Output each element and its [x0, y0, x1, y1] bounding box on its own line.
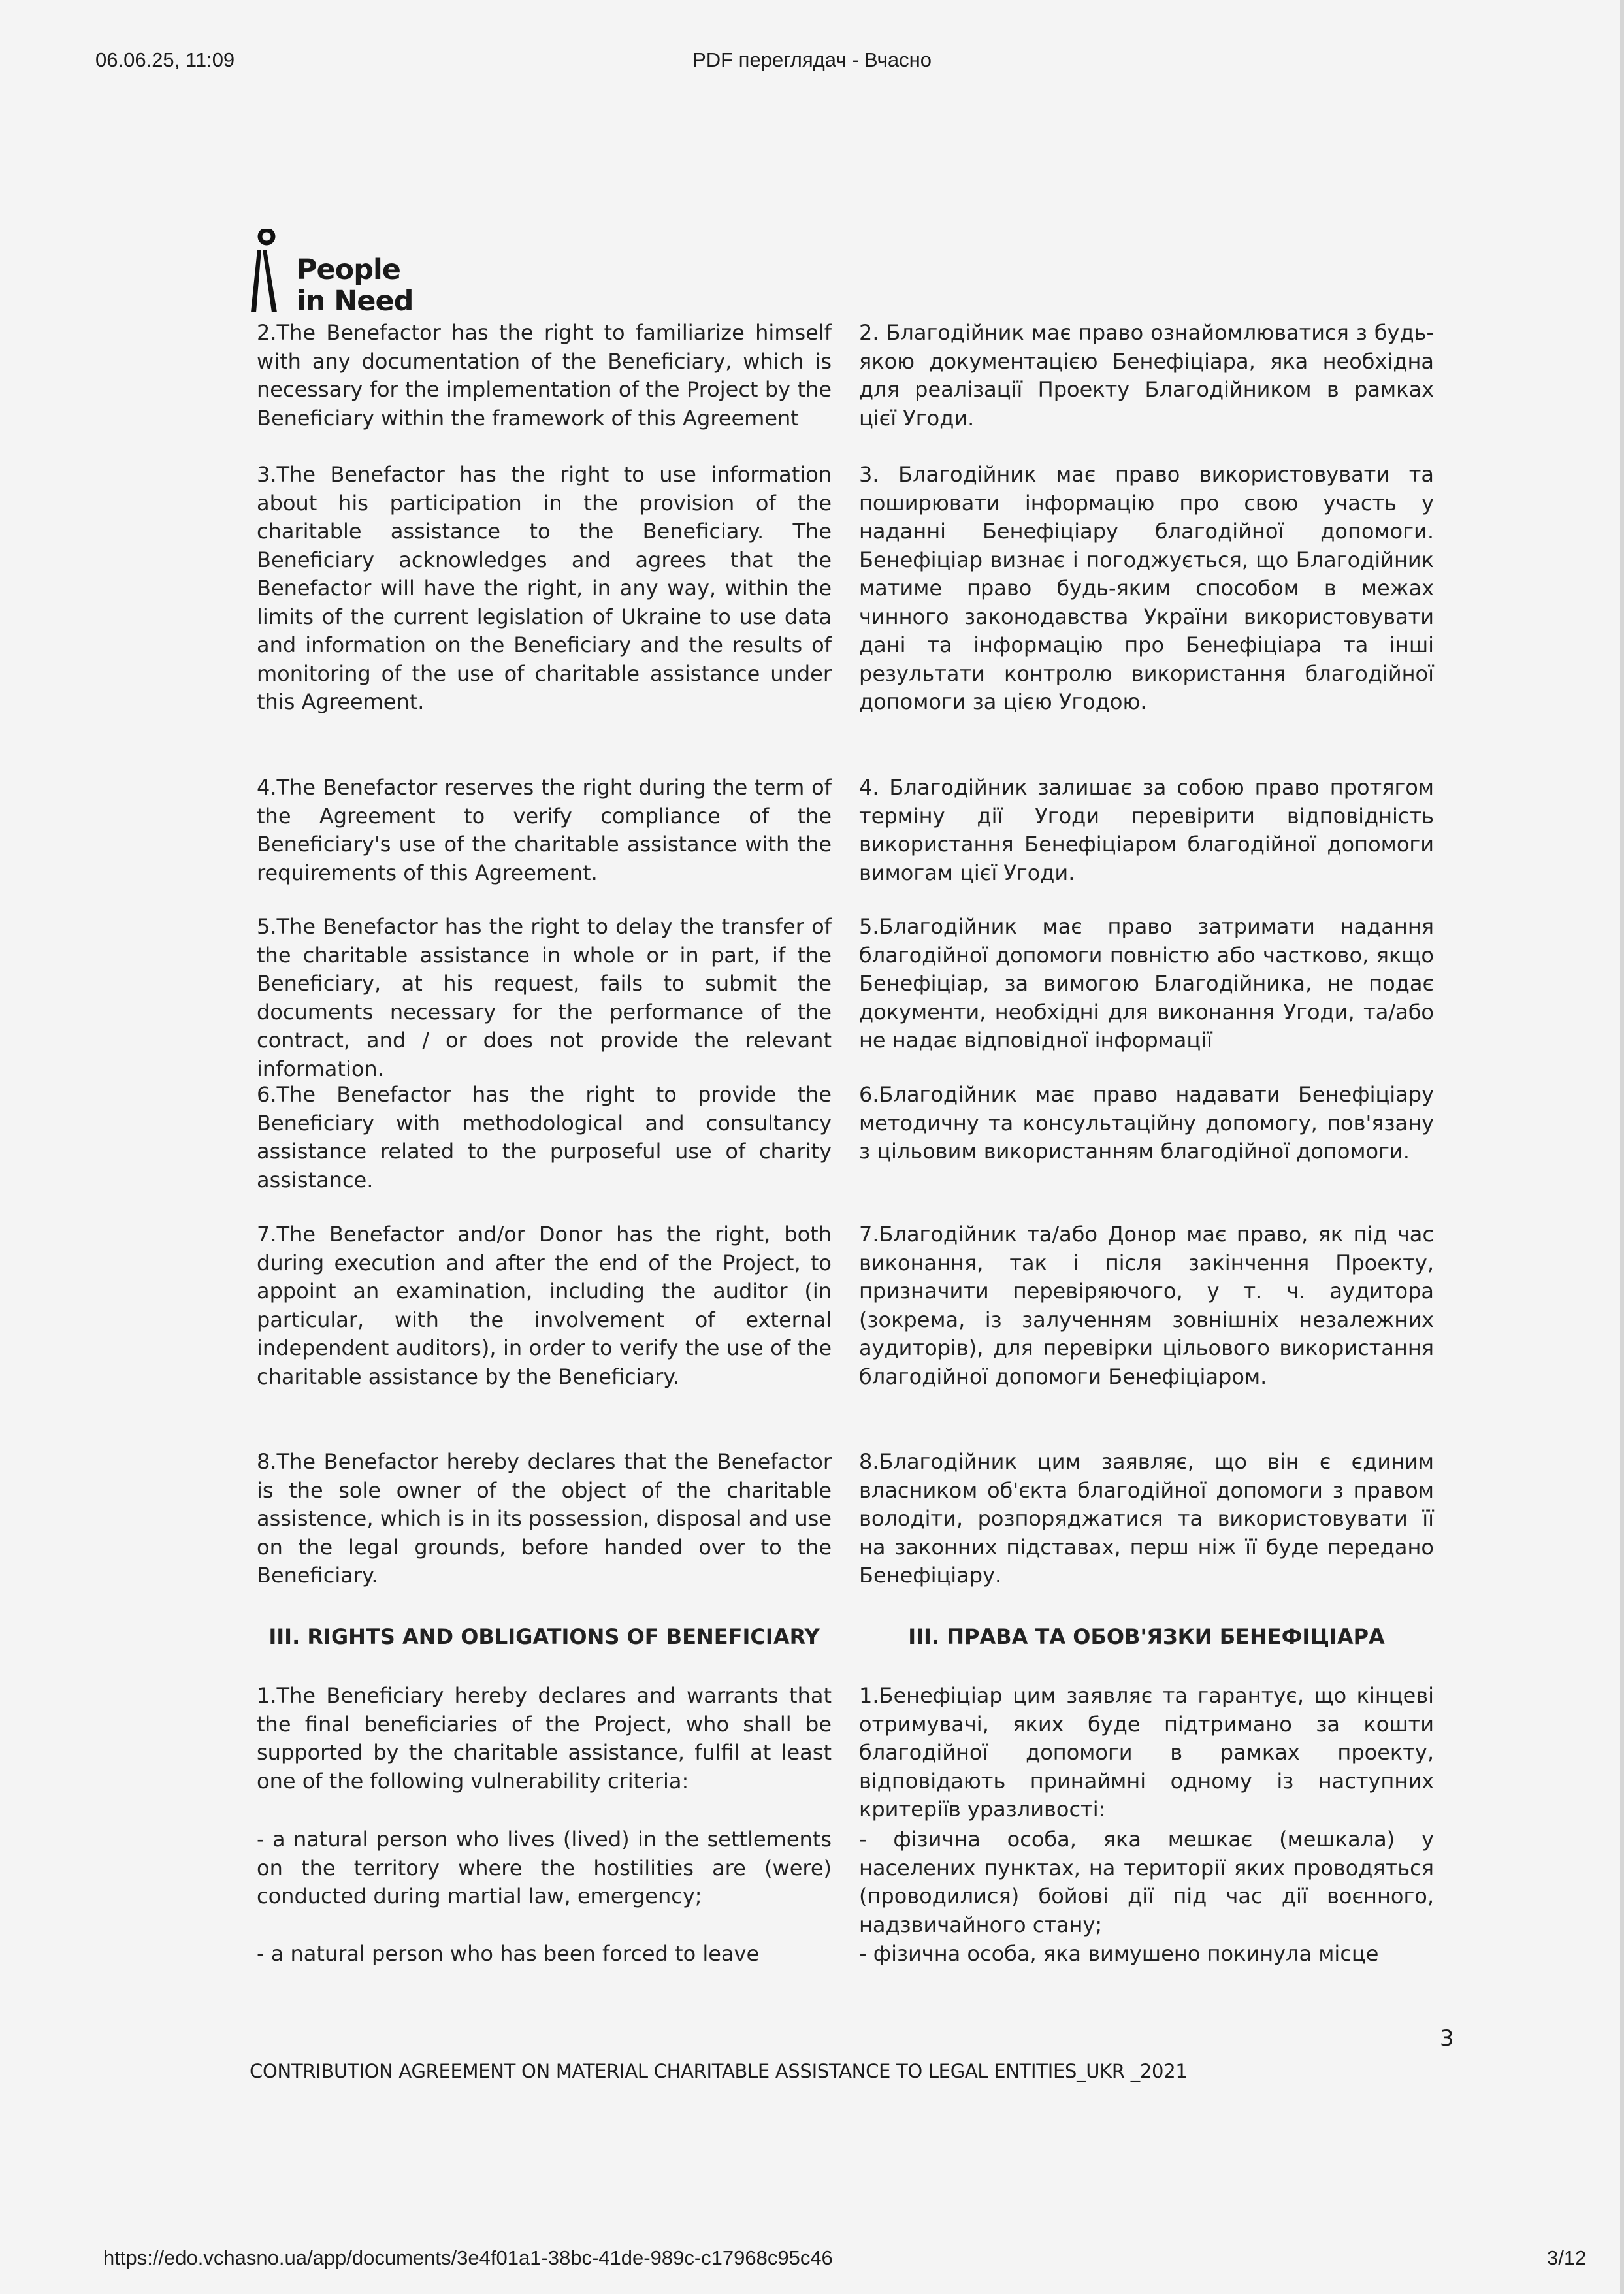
en-clause-7: 7.The Benefactor and/or Donor has the right, both during execution and after the end of the Project, to appoint an examination, including the auditor (in particular, with the involvement of external independent auditors), in order to verify the use of the charitable assistance by the Beneficiary. — [257, 1222, 832, 1389]
print-title: PDF переглядач - Вчасно — [692, 48, 932, 71]
ua-clause-2: 2. Благодійник має право ознайомлюватися з будь-якою документацією Бенефіціара, яка необхідна для реалізації Проекту Благодійником в рамках цієї Угоди. — [859, 320, 1434, 431]
scan-edge — [1620, 0, 1624, 2294]
ua-section-heading: III. ПРАВА ТА ОБОВ'ЯЗКИ БЕНЕФІЦІАРА — [908, 1624, 1385, 1649]
en-criterion-1: - a natural person who lives (lived) in the settlements on the territory where the hostilities are (were) conducted during martial law, emergency; — [257, 1827, 832, 1909]
logo-text-in-need: in Need — [297, 285, 414, 318]
ua-clause-6: 6.Благодійник має право надавати Бенефіціару методичну та консультаційну допомогу, пов'язану з цільовим використанням благодійної допомоги. — [859, 1082, 1434, 1164]
people-in-need-logo-icon — [247, 229, 286, 320]
en-clause-5: 5.The Benefactor has the right to delay the transfer of the charitable assistance in whole or in part, if the Beneficiary, at his request, fails to submit the documents necessary for the performance of the contract, and / or does not provide the relevant information. — [257, 914, 832, 1081]
en-section-clause-1: 1.The Beneficiary hereby declares and warrants that the final beneficiaries of the Project, who shall be supported by the charitable assistance, fulfil at least one of the following vulnerability criteria: — [257, 1683, 832, 1794]
en-clause-4: 4.The Benefactor reserves the right during the term of the Agreement to verify compliance of the Beneficiary's use of the charitable assistance with the requirements of this Agreement. — [257, 775, 832, 885]
en-criterion-2: - a natural person who has been forced to leave — [257, 1941, 760, 1966]
ua-criterion-1: - фізична особа, яка мешкає (мешкала) у населених пунктах, на території яких проводяться (проводилися) бойові дії під час дії воєнного, надзвичайного стану; — [859, 1827, 1434, 1937]
print-datetime: 06.06.25, 11:09 — [95, 48, 235, 71]
ua-criterion-2: - фізична особа, яка вимушено покинула місце — [859, 1941, 1379, 1966]
en-clause-3: 3.The Benefactor has the right to use information about his participation in the provision of the charitable assistance to the Beneficiary. The Beneficiary acknowledges and agrees that the Benefactor will have the right, in any way, within the limits of the current legislation of Ukraine to use data and information on the Beneficiary and the results of monitoring of the use of charitable assistance under this Agreement. — [257, 462, 832, 714]
en-clause-2: 2.The Benefactor has the right to familiarize himself with any documentation of the Beneficiary, which is necessary for the implementation of the Project by the Beneficiary within the framework of this Agreement — [257, 320, 832, 431]
print-footer-url: https://edo.vchasno.ua/app/documents/3e4f01a1-38bc-41de-989c-c17968c95c46 — [103, 2246, 833, 2269]
document-footer: CONTRIBUTION AGREEMENT ON MATERIAL CHARITABLE ASSISTANCE TO LEGAL ENTITIES_UKR _2021 — [250, 2060, 1188, 2082]
ua-clause-4: 4. Благодійник залишає за собою право протягом терміну дії Угоди перевірити відповідність використання Бенефіціаром благодійної допомоги вимогам цієї Угоди. — [859, 775, 1434, 885]
en-section-heading: III. RIGHTS AND OBLIGATIONS OF BENEFICIARY — [268, 1624, 820, 1649]
print-footer-page-count: 3/12 — [1547, 2246, 1587, 2269]
en-clause-8: 8.The Benefactor hereby declares that the Benefactor is the sole owner of the object of the charitable assistence, which is in its possession, disposal and use on the legal grounds, before handed over to the Beneficiary. — [257, 1449, 832, 1588]
people-in-need-logo — [247, 229, 417, 320]
page-number: 3 — [1440, 2025, 1454, 2052]
ua-clause-3: 3. Благодійник має право використовувати та поширювати інформацію про свою участь у наданні Бенефіціару благодійної допомоги. Бенефіціар визнає і погоджується, що Благодійник матиме право будь-яким способом в межах чинного законодавства України використовувати дані та інформацію про Бенефіціара та інші результати контролю використання благодійної допомоги за цією Угодою. — [859, 462, 1434, 714]
ua-clause-5: 5.Благодійник має право затримати надання благодійної допомоги повністю або частково, якщо Бенефіціар, за вимогою Благодійника, не подає документи, необхідні для виконання Угоди, та/або не надає відповідної інформації — [859, 914, 1434, 1053]
logo-text-people: People — [297, 254, 400, 286]
ua-clause-7: 7.Благодійник та/або Донор має право, як під час виконання, так і після закінчення Проекту, призначити перевіряючого, у т. ч. аудитора (зокрема, із залученням зовнішніх незалежних аудиторів), для перевірки цільового використання благодійної допомоги Бенефіціаром. — [859, 1222, 1434, 1389]
ua-clause-8: 8.Благодійник цим заявляє, що він є єдиним власником об'єкта благодійної допомоги з правом володіти, розпоряджатися та використовувати її на законних підставах, перш ніж її буде передано Бенефіціару. — [859, 1449, 1434, 1588]
en-clause-6: 6.The Benefactor has the right to provide the Beneficiary with methodological and consultancy assistance related to the purposeful use of charity assistance. — [257, 1082, 832, 1192]
ua-section-clause-1: 1.Бенефіціар цим заявляє та гарантує, що кінцеві отримувачі, яких буде підтримано за кошти благодійної допомоги в рамках проекту, відповідають принаймні одному із наступних критеріїв уразливості: — [859, 1683, 1434, 1822]
print-header — [95, 48, 1529, 74]
